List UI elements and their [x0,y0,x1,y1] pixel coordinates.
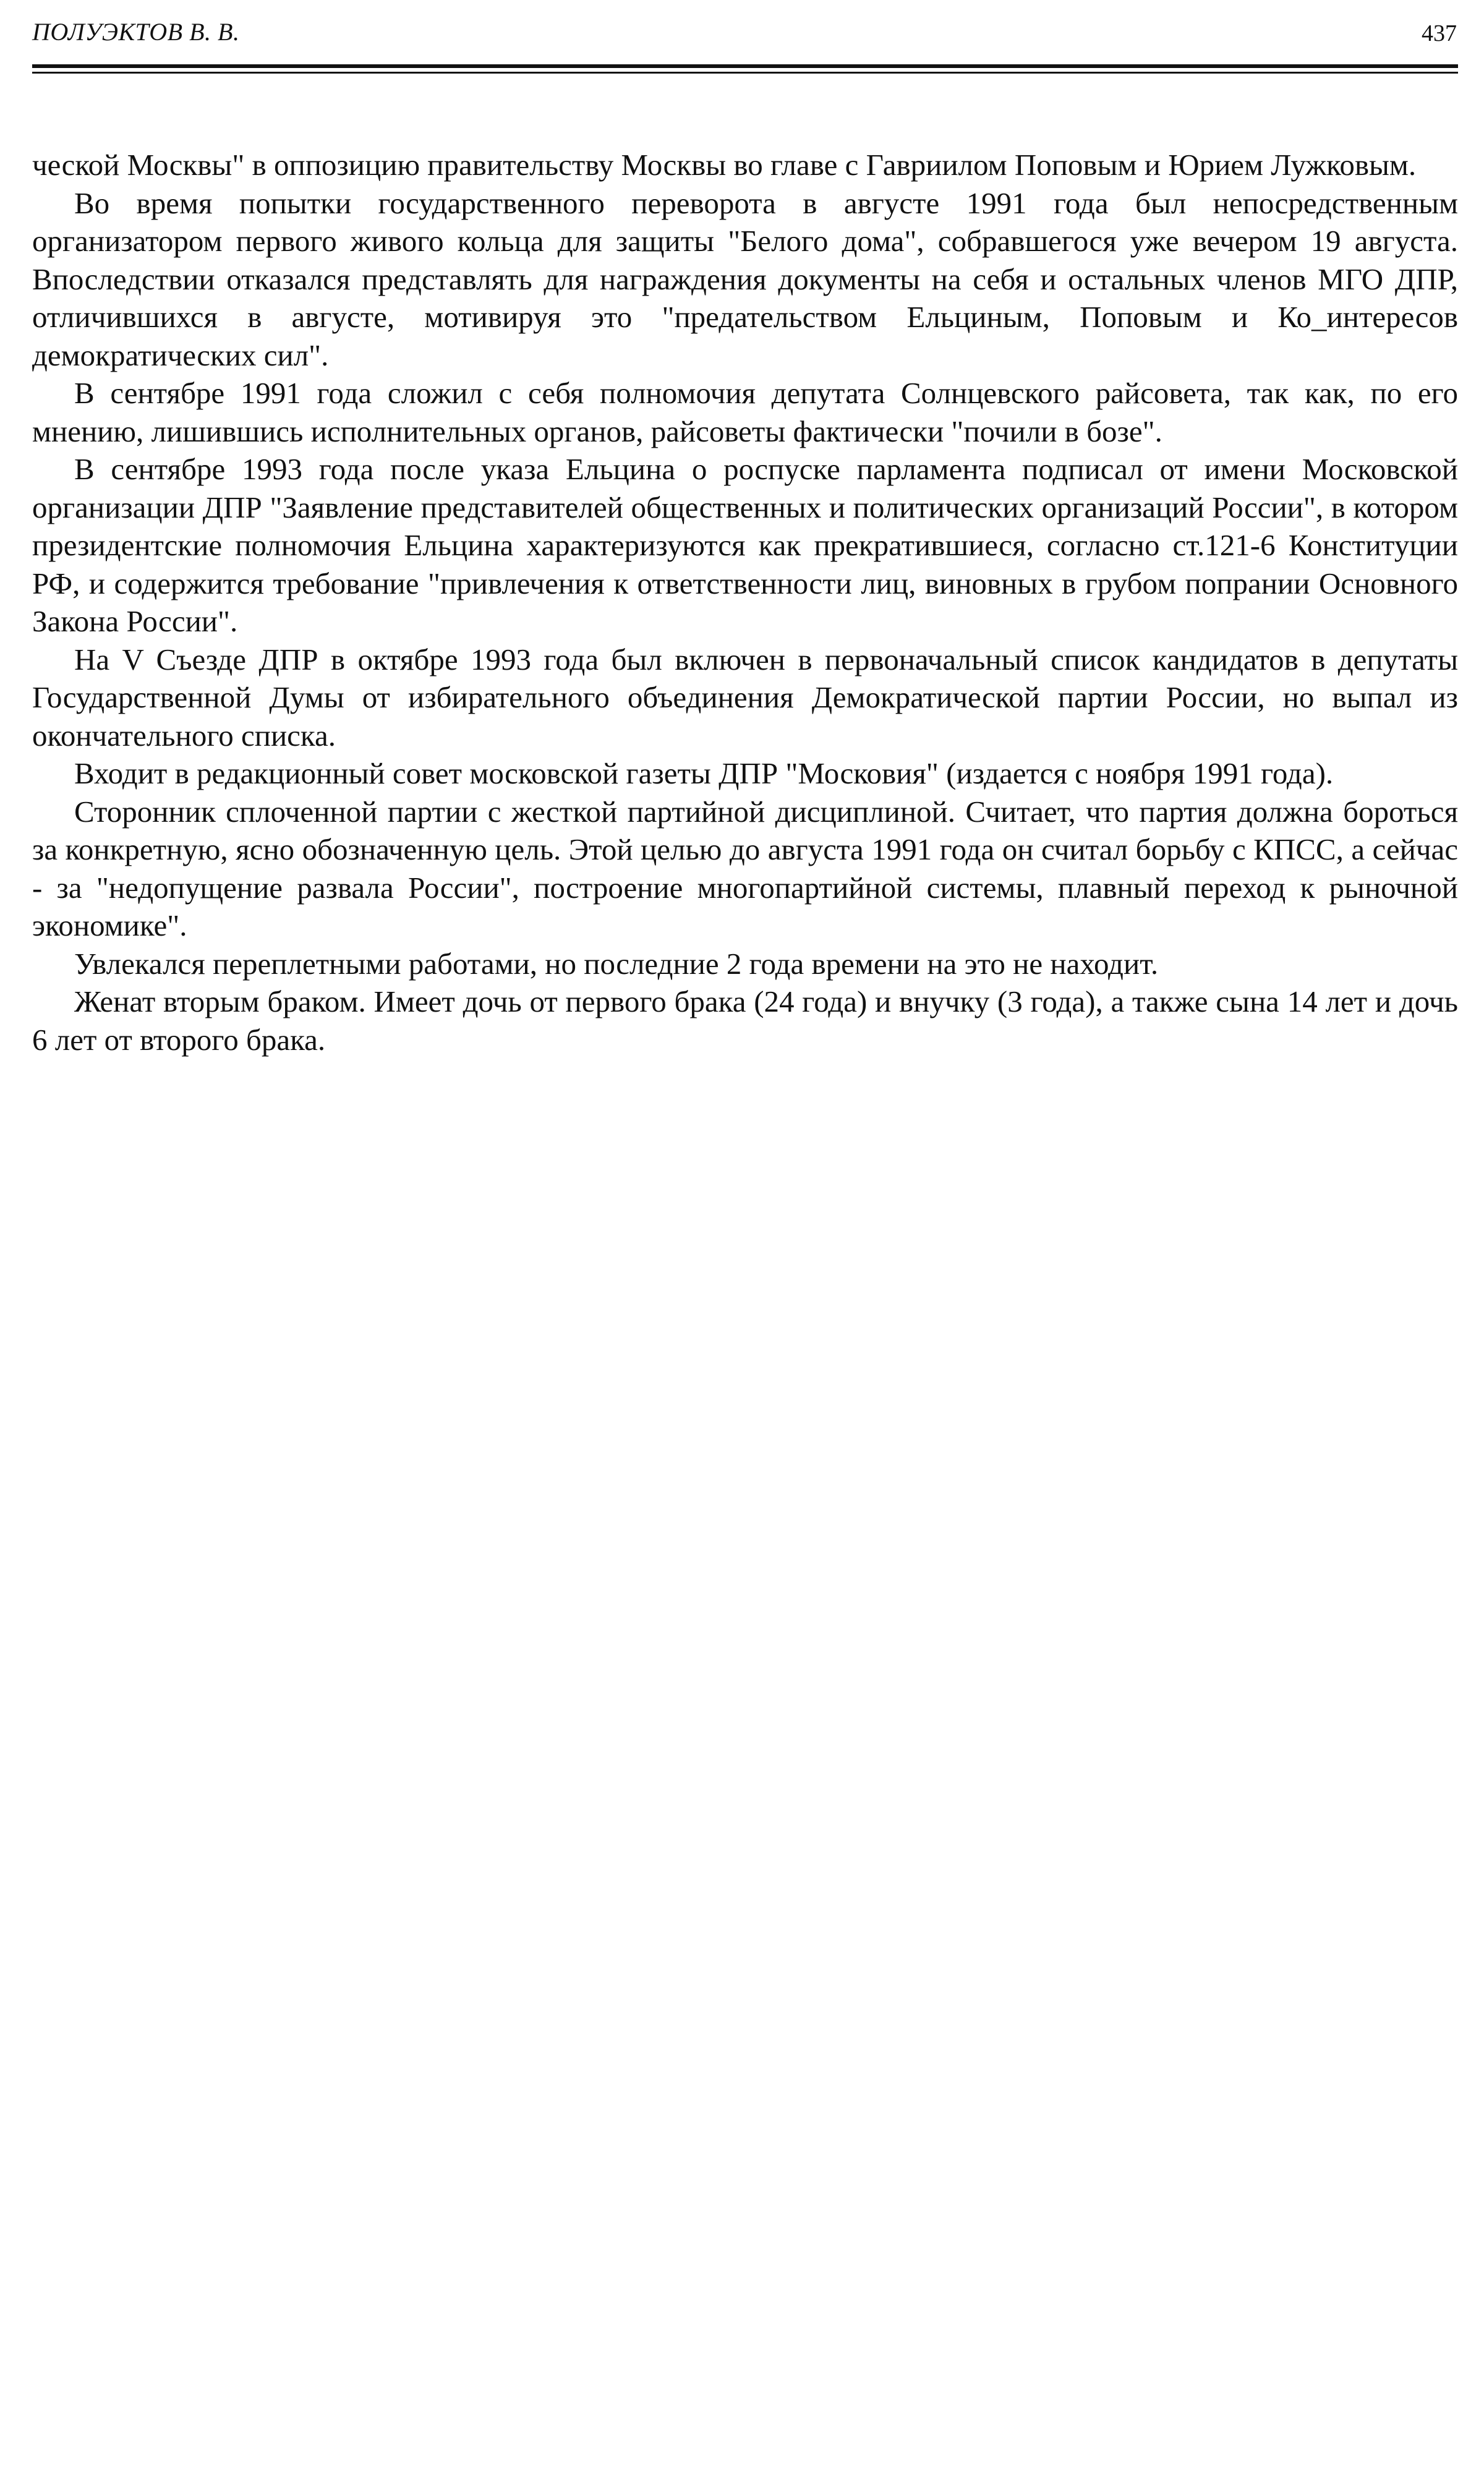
paragraph-coup-1991: Во время попытки государственного переворота в августе 1991 года был непосредственным организатором первого живого кольца для защиты "Белого дома", собравшегося уже вечером 19 августа. Впоследствии отказался представлять для награждения документы на себя и остальных членов МГО ДПР, отличившихся в августе, мотивируя это "предательством Ельциным, Поповым и Ко_интересов демократических сил". [32,186,1458,372]
header-rule-thin [32,72,1458,74]
paragraph-september-1993: В сентябре 1993 года после указа Ельцина о роспуске парламента подписал от имени Московской организации ДПР "Заявление представителей общественных и политических организаций России", в котором президентские полномочия Ельцина характеризуются как прекратившиеся, согласно ст.121-6 Конституции РФ, и содержится требование "привлечения к ответственности лиц, виновных в грубом попрании Основного Закона России". [32,452,1458,638]
running-head: ПОЛУЭКТОВ В. В. [32,18,240,46]
paragraph-hobby: Увлекался переплетными работами, но последние 2 года времени на это не находит. [74,946,1159,981]
paragraph-congress: На V Съезде ДПР в октябре 1993 года был включен в первоначальный список кандидатов в депутаты Государственной Думы от избирательного объединения Демократической партии России, но выпал из окончательного списка. [32,642,1458,753]
paragraph-views: Сторонник сплоченной партии с жесткой партийной дисциплиной. Считает, что партия должна бороться за конкретную, ясно обозначенную цель. Этой целью до августа 1991 года он считал борьбу с КПСС, а сейчас - за "недопущение развала России", построение многопартийной системы, плавный переход к рыночной экономике". [32,794,1458,942]
body-text [32,146,1458,1059]
page-number: 437 [1422,20,1457,46]
header-rule-thick [32,64,1458,68]
paragraph-resignation: В сентябре 1991 года сложил с себя полномочия депутата Солнцевского райсовета, так как, по его мнению, лишившись исполнительных органов, райсоветы фактически "почили в бозе". [32,376,1458,448]
paragraph-newspaper: Входит в редакционный совет московской газеты ДПР "Московия" (издается с ноября 1991 года). [74,756,1334,790]
paragraph-continuation: ческой Москвы" в оппозицию правительству Москвы во главе с Гавриилом Поповым и Юрием Лужковым. [32,148,1417,182]
paragraph-family: Женат вторым браком. Имеет дочь от первого брака (24 года) и внучку (3 года), а также сына 14 лет и дочь 6 лет от второго брака. [32,984,1458,1057]
